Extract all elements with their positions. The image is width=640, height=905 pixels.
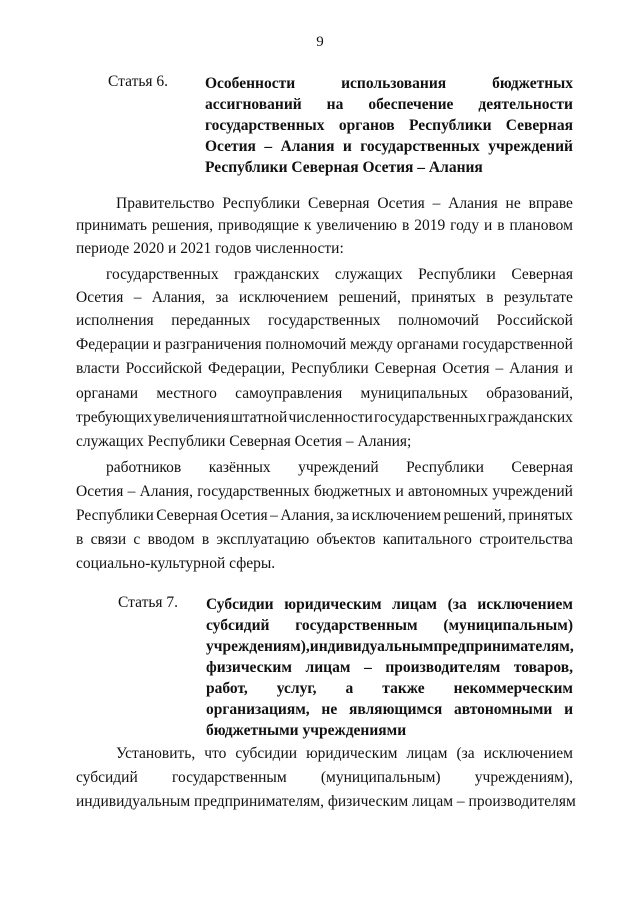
word: лицам bbox=[392, 596, 437, 613]
word: и bbox=[564, 701, 573, 718]
word: – bbox=[432, 195, 441, 212]
word: использования bbox=[341, 75, 447, 92]
word: казённых bbox=[208, 459, 271, 476]
word: не bbox=[505, 195, 521, 212]
word: учреждений bbox=[298, 459, 379, 476]
word: Осетия bbox=[76, 483, 124, 500]
word: органов bbox=[338, 117, 395, 134]
word: плановом bbox=[509, 217, 573, 234]
word: власти bbox=[76, 360, 120, 377]
word: принятых bbox=[411, 289, 476, 306]
word: Осетия bbox=[220, 507, 268, 524]
word: работников bbox=[106, 459, 182, 476]
word: исключением bbox=[477, 596, 573, 613]
word: переданных bbox=[171, 312, 251, 329]
word: за bbox=[336, 507, 350, 524]
article-7-title bbox=[206, 594, 573, 741]
word: – bbox=[127, 483, 136, 500]
word: автономными bbox=[453, 701, 553, 718]
word: автономных bbox=[407, 483, 489, 500]
word: служащих bbox=[334, 266, 403, 283]
article-7-title-line bbox=[206, 678, 573, 699]
word: что bbox=[204, 745, 227, 762]
word: Республики bbox=[222, 195, 301, 212]
paragraph-line: социально-культурной сферы. bbox=[76, 555, 276, 572]
word: индивидуальным bbox=[309, 638, 434, 655]
word: вводом bbox=[147, 531, 195, 548]
word: государственным bbox=[295, 617, 418, 634]
word: ассигнований bbox=[205, 96, 302, 113]
article-6-title-line bbox=[205, 73, 573, 94]
word: Северная bbox=[505, 117, 573, 134]
word: учреждениям), bbox=[474, 769, 573, 786]
paragraph-line bbox=[76, 768, 573, 788]
paragraph-line bbox=[76, 408, 573, 428]
word: Северная bbox=[511, 459, 573, 476]
paragraph-line bbox=[116, 194, 573, 214]
word: учреждений bbox=[492, 483, 573, 500]
word: Республики bbox=[76, 507, 154, 524]
word: – bbox=[495, 360, 504, 377]
paragraph-line bbox=[116, 744, 573, 764]
word: обеспечение bbox=[368, 96, 454, 113]
word: Осетия bbox=[205, 138, 256, 155]
word: увеличения bbox=[153, 409, 230, 426]
word: физическим bbox=[206, 659, 292, 676]
word: Республики bbox=[418, 266, 496, 283]
word: товаров, bbox=[513, 659, 573, 676]
word: государственных bbox=[267, 312, 381, 329]
article-7-label: Статья 7. bbox=[118, 594, 179, 611]
word: Осетия bbox=[442, 360, 490, 377]
word: численности bbox=[288, 409, 373, 426]
word: принимать bbox=[76, 217, 147, 234]
article-6-title-line bbox=[205, 136, 573, 157]
word: разграничения bbox=[164, 336, 262, 353]
word: а bbox=[345, 680, 354, 697]
word: исполнения bbox=[76, 312, 154, 329]
word: Российской bbox=[125, 360, 203, 377]
word: требующих bbox=[76, 409, 153, 426]
paragraph-line bbox=[76, 288, 573, 308]
article-6-title bbox=[205, 73, 573, 178]
word: не bbox=[321, 701, 338, 718]
word: исключением bbox=[238, 289, 329, 306]
word: учреждений bbox=[488, 138, 573, 155]
page-number: 9 bbox=[316, 34, 324, 50]
word: некоммерческим bbox=[453, 680, 573, 697]
word: Республики bbox=[408, 117, 492, 134]
word: в bbox=[401, 217, 410, 234]
article-7-heading bbox=[118, 594, 573, 741]
word: строительства bbox=[479, 531, 573, 548]
word: штатной bbox=[230, 409, 288, 426]
paragraph-line bbox=[76, 335, 573, 355]
word: и bbox=[564, 360, 573, 377]
word: Республики bbox=[290, 360, 369, 377]
word: Российской bbox=[496, 312, 573, 329]
word: эксплуатацию bbox=[216, 531, 310, 548]
paragraph-line bbox=[76, 216, 573, 236]
word: услуг, bbox=[276, 680, 317, 697]
word: году bbox=[450, 217, 480, 234]
word: Осетия bbox=[377, 195, 425, 212]
word: исключением bbox=[351, 507, 442, 524]
paragraph-line bbox=[76, 482, 573, 502]
word: Правительство bbox=[116, 195, 215, 212]
word: решений, bbox=[443, 507, 506, 524]
word: Особенности bbox=[205, 75, 296, 92]
word: бюджетных bbox=[314, 483, 392, 500]
word: Северная bbox=[374, 360, 437, 377]
word: субсидий bbox=[206, 617, 270, 634]
word: государственных bbox=[373, 409, 487, 426]
word: полномочий bbox=[265, 336, 347, 353]
word: результате bbox=[503, 289, 573, 306]
article-7-title-line: бюджетными учреждениями bbox=[206, 722, 407, 739]
word: (муниципальным) bbox=[320, 769, 441, 786]
word: гражданских bbox=[487, 409, 573, 426]
word: Федерации bbox=[76, 336, 150, 353]
paragraph-line: периоде 2020 и 2021 годов численности: bbox=[76, 240, 344, 257]
word: государственной bbox=[462, 336, 573, 353]
word: – bbox=[264, 138, 273, 155]
word: капитального bbox=[382, 531, 472, 548]
article-6-title-line bbox=[205, 115, 573, 136]
word: субсидий bbox=[76, 769, 138, 786]
word: органами bbox=[76, 385, 139, 402]
article-7-title-line bbox=[206, 594, 573, 615]
word: Алания bbox=[280, 138, 335, 155]
word: (муниципальным) bbox=[443, 617, 573, 634]
word: муниципальных bbox=[360, 385, 468, 402]
word: решений, bbox=[338, 289, 401, 306]
word: учреждениям), bbox=[206, 638, 310, 655]
paragraph-line bbox=[76, 311, 573, 331]
word: 2019 bbox=[414, 217, 446, 234]
word: в bbox=[497, 217, 505, 234]
word: организациям, bbox=[206, 701, 310, 718]
word: и bbox=[395, 483, 404, 500]
word: Республики bbox=[406, 459, 484, 476]
paragraph-line bbox=[76, 506, 573, 526]
word: Алания, bbox=[139, 483, 193, 500]
word: Федерации, bbox=[207, 360, 286, 377]
word: между bbox=[349, 336, 394, 353]
word: образований, bbox=[486, 385, 573, 402]
word: Алания, bbox=[280, 507, 334, 524]
word: в bbox=[76, 531, 84, 548]
word: (за bbox=[456, 745, 475, 762]
word: к bbox=[303, 217, 312, 234]
word: лицам bbox=[406, 745, 448, 762]
word: Алания bbox=[448, 195, 498, 212]
word: государственных bbox=[360, 138, 480, 155]
word: Алания bbox=[509, 360, 559, 377]
word: – bbox=[270, 507, 278, 524]
word: самоуправления bbox=[235, 385, 343, 402]
word: работ, bbox=[206, 680, 248, 697]
word: также bbox=[382, 680, 425, 697]
paragraph-line bbox=[76, 530, 573, 550]
paragraph-line bbox=[106, 458, 573, 478]
paragraph-line: индивидуальным предпринимателям, физическим лицам – производителям bbox=[76, 793, 576, 810]
article-6-heading bbox=[108, 73, 573, 178]
article-7-title-line bbox=[206, 615, 573, 636]
word: исключением bbox=[483, 745, 573, 762]
word: Северная bbox=[307, 195, 370, 212]
word: государственных bbox=[205, 117, 325, 134]
article-6-title-line bbox=[205, 94, 573, 115]
word: на bbox=[326, 96, 344, 113]
paragraph-line: служащих Республики Северная Осетия – Алания; bbox=[76, 433, 412, 450]
word: гражданских bbox=[234, 266, 320, 283]
word: – bbox=[133, 289, 142, 306]
word: с bbox=[133, 531, 141, 548]
word: в bbox=[486, 289, 494, 306]
word: являющимся bbox=[348, 701, 443, 718]
word: связи bbox=[90, 531, 127, 548]
word: увеличению bbox=[316, 217, 398, 234]
article-7-title-line bbox=[206, 699, 573, 720]
word: Установить, bbox=[116, 745, 196, 762]
word: и bbox=[484, 217, 493, 234]
word: Алания, bbox=[151, 289, 206, 306]
word: Северная bbox=[156, 507, 218, 524]
word: местного bbox=[156, 385, 217, 402]
word: государственных bbox=[106, 266, 219, 283]
word: государственных bbox=[197, 483, 310, 500]
word: за bbox=[215, 289, 229, 306]
article-7-title-line bbox=[206, 636, 573, 657]
paragraph-line bbox=[76, 384, 573, 404]
word: (за bbox=[447, 596, 467, 613]
paragraph-line bbox=[76, 359, 573, 379]
word: приводящие bbox=[217, 217, 299, 234]
word: объектов bbox=[316, 531, 376, 548]
word: Субсидии bbox=[206, 596, 274, 613]
word: и bbox=[342, 138, 352, 155]
word: субсидии bbox=[235, 745, 298, 762]
word: предпринимателям, bbox=[433, 638, 574, 655]
article-7-title-line bbox=[206, 657, 573, 678]
word: в bbox=[201, 531, 210, 548]
word: – bbox=[364, 659, 372, 676]
word: Северная bbox=[511, 266, 573, 283]
article-6-title-line: Республики Северная Осетия – Алания bbox=[205, 159, 483, 176]
word: производителям bbox=[385, 659, 501, 676]
word: Осетия bbox=[76, 289, 124, 306]
word: лицам bbox=[305, 659, 351, 676]
word: и bbox=[152, 336, 162, 353]
word: бюджетных bbox=[492, 75, 573, 92]
word: деятельности bbox=[478, 96, 573, 113]
word: органами bbox=[396, 336, 459, 353]
word: решения, bbox=[151, 217, 213, 234]
paragraph-line bbox=[106, 265, 573, 285]
word: юридическим bbox=[306, 745, 398, 762]
word: принятых bbox=[508, 507, 573, 524]
article-6-label: Статья 6. bbox=[108, 73, 169, 90]
word: полномочий bbox=[398, 312, 479, 329]
word: юридическим bbox=[284, 596, 382, 613]
word: государственным bbox=[171, 769, 287, 786]
word: вправе bbox=[528, 195, 573, 212]
